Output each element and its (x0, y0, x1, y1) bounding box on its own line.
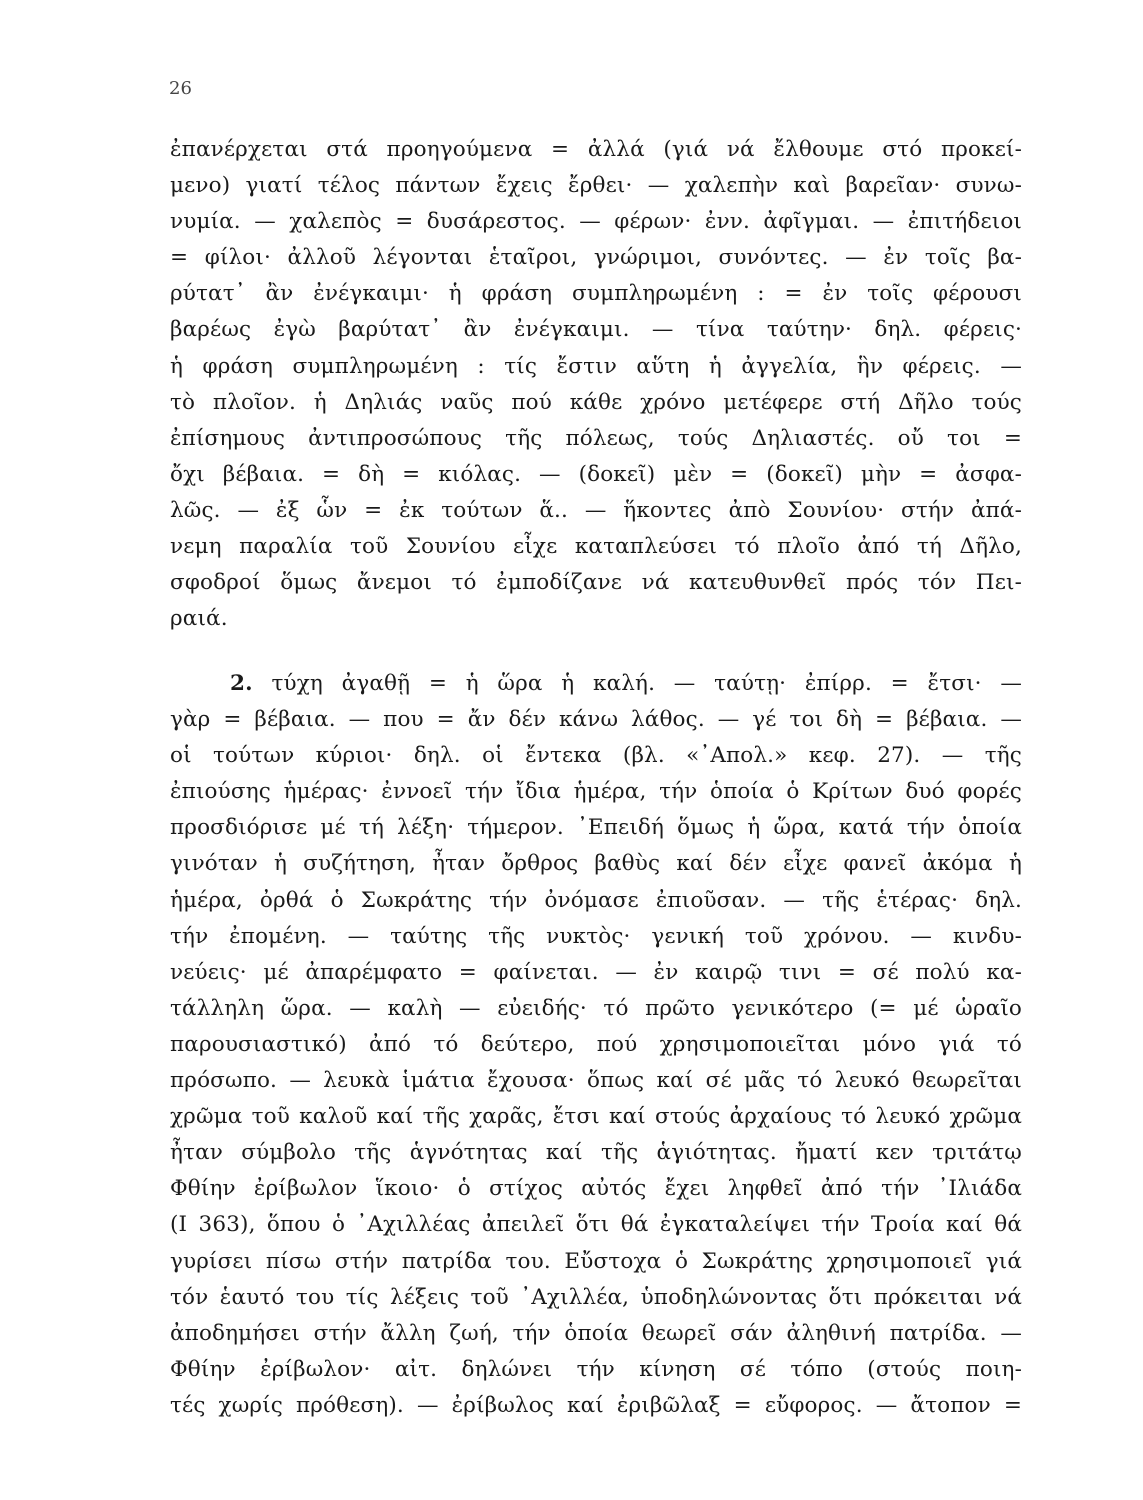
text-line: νεμη παραλία τοῦ Σουνίου εἶχε καταπλεύσει τό πλοῖο ἀπό τή Δῆλο, (170, 534, 1022, 560)
text-line: = φίλοι· ἀλλοῦ λέγονται ἑταῖροι, γνώριμοι, συνόντες. — ἐν τοῖς βα- (170, 245, 1022, 271)
text-line: οἱ τούτων κύριοι· δηλ. οἱ ἔντεκα (βλ. «᾿Απολ.» κεφ. 27). — τῆς (170, 743, 1022, 769)
text-line: βαρέως ἐγὼ βαρύτατ᾽ ἂν ἐνέγκαιμι. — τίνα ταύτην· δηλ. φέρεις· (170, 317, 1022, 343)
text-line: τόν ἑαυτό του τίς λέξεις τοῦ ᾿Αχιλλέα, ὑποδηλώνοντας ὅτι πρόκειται νά (170, 1284, 1022, 1310)
text-line: ραιά. (170, 606, 228, 632)
commentary-paragraph-2 (170, 666, 1022, 1424)
text-line: ἡμέρα, ὀρθά ὁ Σωκράτης τήν ὀνόμασε ἐπιοῦσαν. — τῆς ἑτέρας· δηλ. (170, 887, 1022, 913)
text-line: πρόσωπο. — λευκὰ ἱμάτια ἔχουσα· ὅπως καί σέ μᾶς τό λευκό θεωρεῖται (170, 1068, 1022, 1094)
text-line: τάλληλη ὥρα. — καλὴ — εὐειδής· τό πρῶτο γενικότερο (= μέ ὡραῖο (170, 995, 1022, 1021)
text-line: τήν ἐπομένη. — ταύτης τῆς νυκτὸς· γενική τοῦ χρόνου. — κινδυ- (170, 923, 1022, 949)
text-line: γὰρ = βέβαια. — που = ἄν δέν κάνω λάθος. — γέ τοι δὴ = βέβαια. — (170, 707, 1022, 733)
text-line: λῶς. — ἐξ ὧν = ἐκ τούτων ἅ.. — ἥκοντες ἀπὸ Σουνίου· στήν ἀπά- (170, 497, 1022, 523)
text-line: ἐπίσημους ἀντιπροσώπους τῆς πόλεως, τούς Δηλιαστές. οὔ τοι = (170, 425, 1022, 451)
text-line: τές χωρίς πρόθεση). — ἐρίβωλος καί ἐριβῶλαξ = εὔφορος. — ἄτοπον = (170, 1392, 1022, 1418)
text-line: γυρίσει πίσω στήν πατρίδα του. Εὔστοχα ὁ Σωκράτης χρησιμοποιεῖ γιά (170, 1248, 1022, 1274)
text-line: τὸ πλοῖον. ἡ Δηλιάς ναῦς πού κάθε χρόνο μετέφερε στή Δῆλο τούς (170, 389, 1022, 415)
text-line: παρουσιαστικό) ἀπό τό δεύτερο, πού χρησιμοποιεῖται μόνο γιά τό (170, 1031, 1022, 1057)
text-line: τύχη ἀγαθῇ = ἡ ὥρα ἡ καλή. — ταύτῃ· ἐπίρρ. = ἔτσι· — (271, 671, 1023, 696)
text-line: νεύεις· μέ ἀπαρέμφατο = φαίνεται. — ἐν καιρῷ τινι = σέ πολύ κα- (170, 959, 1022, 985)
section-number: 2. (230, 671, 253, 696)
text-line: χρῶμα τοῦ καλοῦ καί τῆς χαρᾶς, ἔτσι καί στούς ἀρχαίους τό λευκό χρῶμα (170, 1104, 1022, 1130)
page-number: 26 (169, 78, 192, 99)
text-line: σφοδροί ὅμως ἄνεμοι τό ἐμποδίζανε νά κατευθυνθεῖ πρός τόν Πει- (170, 570, 1022, 596)
text-line: ἦταν σύμβολο τῆς ἁγνότητας καί τῆς ἁγιότητας. ἤματί κεν τριτάτῳ (170, 1140, 1022, 1166)
text-line: ἐπιούσης ἡμέρας· ἐννοεῖ τήν ἴδια ἡμέρα, τήν ὁποία ὁ Κρίτων δυό φορές (170, 779, 1022, 805)
text-line: ὄχι βέβαια. = δὴ = κιόλας. — (δοκεῖ) μὲν = (δοκεῖ) μὴν = ἀσφα- (170, 461, 1022, 487)
commentary-paragraph-1 (170, 132, 1022, 637)
first-line (170, 666, 1022, 702)
text-line: μενο) γιατί τέλος πάντων ἔχεις ἔρθει· — χαλεπὴν καὶ βαρεῖαν· συνω- (170, 173, 1022, 199)
text-line: ἡ φράση συμπληρωμένη : τίς ἔστιν αὕτη ἡ ἀγγελία, ἣν φέρεις. — (170, 353, 1022, 379)
text-line: (Ι 363), ὅπου ὁ ᾿Αχιλλέας ἀπειλεῖ ὅτι θά ἐγκαταλείψει τήν Τροία καί θά (170, 1212, 1022, 1238)
text-line: ἀποδημήσει στήν ἄλλη ζωή, τήν ὁποία θεωρεῖ σάν ἀληθινή πατρίδα. — (170, 1320, 1022, 1346)
text-line: Φθίην ἐρίβωλον ἵκοιο· ὁ στίχος αὐτός ἔχει ληφθεῖ ἀπό τήν ᾿Ιλιάδα (170, 1176, 1022, 1202)
text-line: νυμία. — χαλεπὸς = δυσάρεστος. — φέρων· ἐνν. ἀφῖγμαι. — ἐπιτήδειοι (170, 209, 1022, 235)
text-line: ρύτατ᾽ ἂν ἐνέγκαιμι· ἡ φράση συμπληρωμένη : = ἐν τοῖς φέρουσι (170, 281, 1022, 307)
text-line: ἐπανέρχεται στά προηγούμενα = ἀλλά (γιά νά ἔλθουμε στό προκεί- (170, 137, 1022, 162)
text-line: γινόταν ἡ συζήτηση, ἦταν ὄρθρος βαθὺς καί δέν εἶχε φανεῖ ἀκόμα ἡ (170, 851, 1022, 877)
text-line: προσδιόρισε μέ τή λέξη· τήμερον. ᾿Επειδή ὅμως ἡ ὥρα, κατά τήν ὁποία (170, 815, 1022, 841)
text-line: Φθίην ἐρίβωλον· αἰτ. δηλώνει τήν κίνηση σέ τόπο (στούς ποιη- (170, 1356, 1022, 1382)
